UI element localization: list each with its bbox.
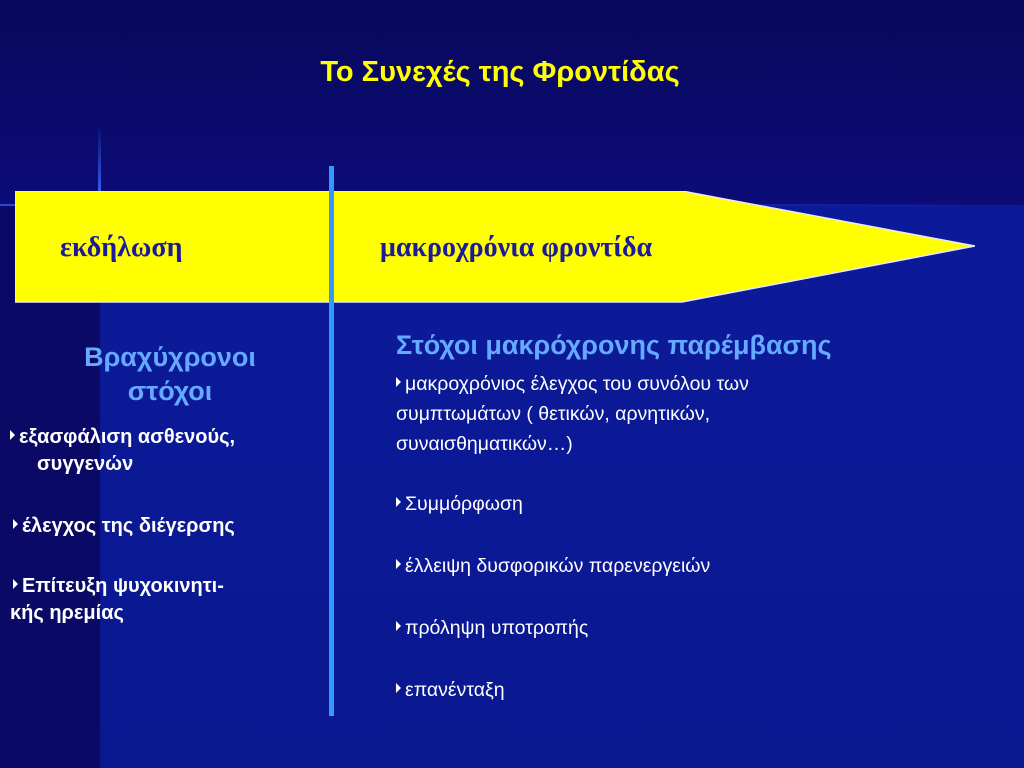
short-term-item-3	[10, 573, 333, 627]
short-term-item-3-line2: κής ηρεμίας	[10, 602, 124, 624]
short-term-item-2-line1: έλεγχος της διέγερσης	[22, 515, 235, 537]
long-term-item-1-line3: συναισθηματικών…)	[396, 433, 573, 455]
background-top	[0, 0, 1024, 205]
long-term-item-1-line1: μακροχρόνιος έλεγχος του συνόλου των	[405, 373, 749, 395]
short-term-heading-line1: Βραχύχρονοι	[84, 342, 256, 372]
bullet-arrow-icon	[396, 621, 401, 631]
slide-title: Το Συνεχές της Φροντίδας	[320, 56, 680, 88]
bullet-arrow-icon	[10, 430, 15, 440]
short-term-item-2	[13, 513, 333, 540]
bullet-arrow-icon	[396, 559, 401, 569]
short-term-heading-line2: στόχοι	[127, 376, 213, 406]
long-term-item-1	[396, 369, 956, 459]
long-term-item-5	[396, 675, 956, 705]
bullet-arrow-icon	[13, 519, 18, 529]
arrow-label-onset: εκδήλωση	[60, 232, 183, 263]
bullet-arrow-icon	[396, 683, 401, 693]
short-term-item-1-line1: εξασφάλιση ασθενούς,	[19, 426, 236, 448]
long-term-goals-heading: Στόχοι μακρόχρονης παρέμβασης	[396, 330, 832, 360]
bullet-arrow-icon	[13, 579, 18, 589]
long-term-item-4-line1: πρόληψη υποτροπής	[405, 617, 589, 639]
bullet-arrow-icon	[396, 377, 401, 387]
short-term-item-1	[10, 424, 330, 478]
short-term-item-3-line1: Επίτευξη ψυχοκινητι-	[22, 575, 224, 597]
long-term-item-2	[396, 489, 956, 519]
short-term-goals-heading	[40, 340, 300, 408]
long-term-item-5-line1: επανένταξη	[405, 679, 505, 701]
arrow-label-long-term-care: μακροχρόνια φροντίδα	[380, 232, 653, 263]
long-term-item-2-line1: Συμμόρφωση	[405, 493, 523, 515]
long-term-item-3	[396, 551, 956, 581]
long-term-item-4	[396, 613, 956, 643]
long-term-item-3-line1: έλλειψη δυσφορικών παρενεργειών	[405, 555, 711, 577]
long-term-item-1-line2: συμπτωμάτων ( θετικών, αρνητικών,	[396, 403, 711, 425]
short-term-item-1-line2: συγγενών	[37, 453, 134, 475]
bullet-arrow-icon	[396, 497, 401, 507]
